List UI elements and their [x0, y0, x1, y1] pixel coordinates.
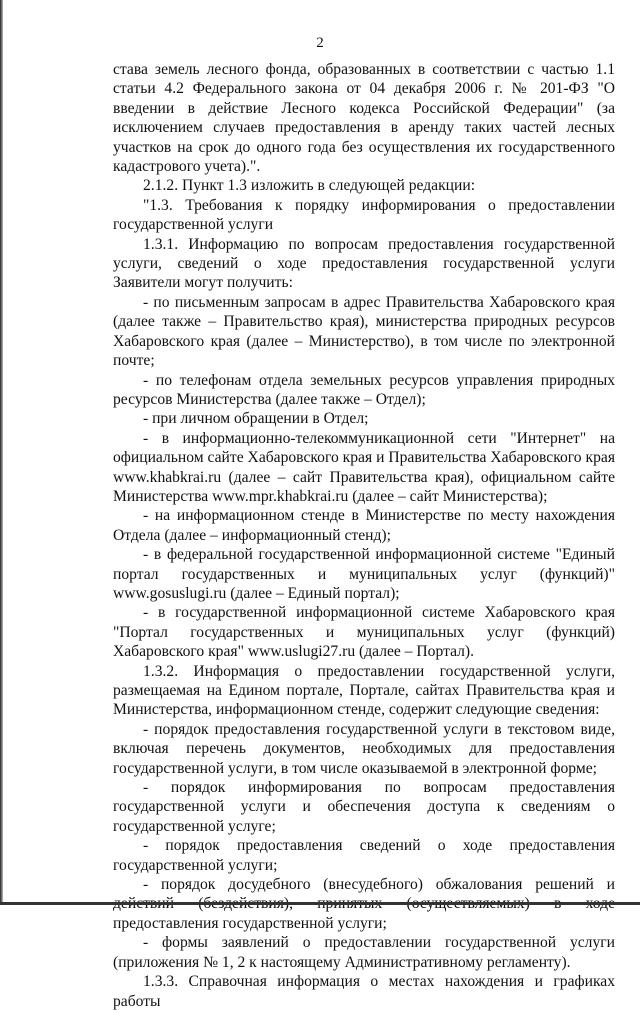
list-item: - порядок информирования по вопросам предоставления государственной услуги и обеспечения доступа к сведениям о государственной услуге; [113, 779, 615, 835]
list-item: - порядок предоставления государственной услуги в текстовом виде, включая перечень документов, необходимых для предоставления государственной услуги, в том числе оказываемой в электронной форме; [113, 720, 615, 777]
page-number: 2 [316, 35, 324, 51]
list-item: - в государственной информационной системе Хабаровского края "Портал государственных и муниципальных услуг (функций) Хабаровского края" www.uslugi27.ru (далее – Портал). [113, 604, 615, 661]
list-item: - формы заявлений о предоставлении государственной услуги (приложения № 1, 2 к настоящему Административному регламенту). [113, 934, 615, 971]
document-body [113, 60, 615, 1011]
list-item: - по письменным запросам в адрес Правительства Хабаровского края (далее также – Правительство края), министерства природных ресурсов Хабаровского края (далее – Министерство), в том числе по электронной почте; [113, 293, 615, 370]
list-item: - на информационном стенде в Министерстве по месту нахождения Отдела (далее – информационный стенд); [113, 507, 615, 544]
list-item: - порядок предоставления сведений о ходе предоставления государственной услуги; [113, 837, 615, 874]
paragraph: става земель лесного фонда, образованных в соответствии с частью 1.1 статьи 4.2 Федерального закона от 04 декабря 2006 г. № 201-ФЗ "О введении в действие Лесного кодекса Российской Федерации" (за исключением случаев предоставления в аренду таких частей лесных участков на срок до одного года без осуществления их государственного кадастрового учета).". [113, 61, 615, 176]
list-item: - по телефонам отдела земельных ресурсов управления природных ресурсов Министерства (далее также – Отдел); [113, 371, 615, 408]
scan-edge-left [0, 0, 3, 905]
list-item: - в информационно-телекоммуникационной сети "Интернет" на официальном сайте Хабаровского края и Правительства Хабаровского края www.khabkrai.ru (далее – сайт Правительства края), официальном сайте Министерства www.mpr.khabkrai.ru (далее – сайт Министерства); [113, 429, 615, 505]
paragraph: 2.1.2. Пункт 1.3 изложить в следующей редакции: [143, 177, 476, 195]
list-item: - в федеральной государственной информационной системе "Единый портал государственных и муниципальных услуг (функций)" www.gosuslugi.ru (далее – Единый портал); [113, 546, 615, 602]
paragraph: 1.3.3. Справочная информация о местах нахождения и графиках работы [113, 973, 615, 1010]
list-item: - при личном обращении в Отдел; [143, 410, 369, 428]
paragraph: "1.3. Требования к порядку информирования о предоставлении государственной услуги [113, 196, 615, 234]
list-item: - порядок досудебного (внесудебного) обжалования решений и предоставления государственной услуги; [113, 876, 615, 932]
paragraph: 1.3.1. Информацию по вопросам предоставления государственной услуги, сведений о ходе предоставления государственной услуги Заявители могут получить: [113, 235, 615, 292]
paragraph: 1.3.2. Информация о предоставлении государственной услуги, размещаемая на Едином портале, Портале, сайтах Правительства края и Министерства, информационном стенде, содержит следующие сведения: [113, 662, 615, 719]
